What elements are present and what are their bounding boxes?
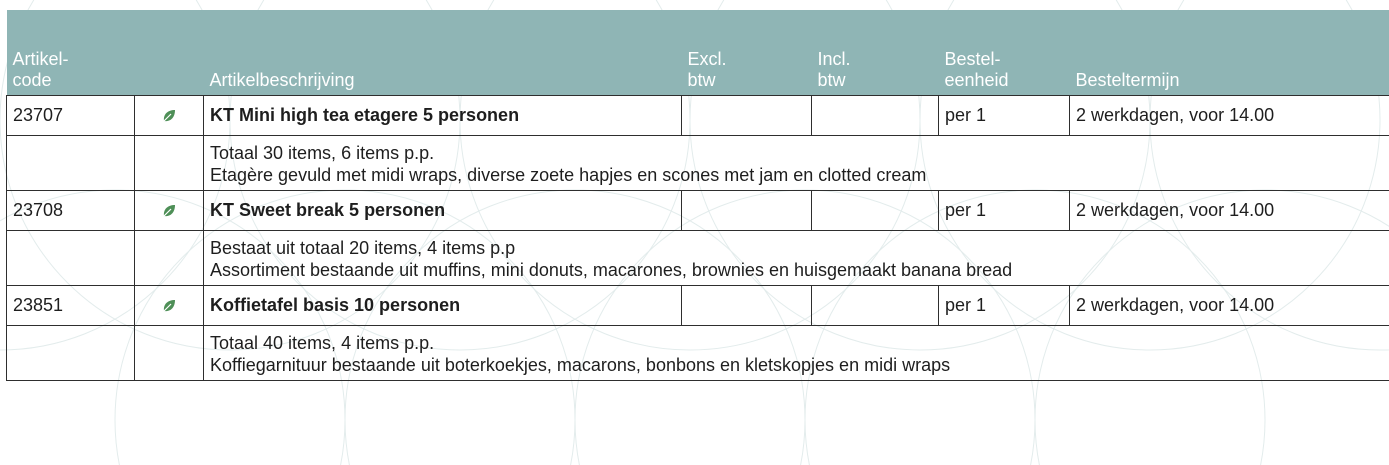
leaf-icon bbox=[161, 108, 177, 124]
empty-cell bbox=[7, 230, 135, 285]
order-unit: per 1 bbox=[939, 190, 1070, 230]
header-excl-vat: Excl. btw bbox=[682, 10, 812, 95]
price-excl-vat bbox=[682, 285, 812, 325]
price-excl-vat bbox=[682, 190, 812, 230]
leaf-icon bbox=[161, 203, 177, 219]
leaf-icon-cell bbox=[135, 95, 204, 135]
table-row bbox=[7, 95, 1389, 135]
article-code: 23707 bbox=[7, 95, 135, 135]
description-row bbox=[7, 325, 1389, 380]
table-row bbox=[7, 190, 1389, 230]
price-incl-vat bbox=[812, 95, 939, 135]
article-code: 23851 bbox=[7, 285, 135, 325]
header-icon-column bbox=[135, 10, 204, 95]
header-article-description: Artikelbeschrijving bbox=[204, 10, 682, 95]
order-unit: per 1 bbox=[939, 285, 1070, 325]
empty-cell bbox=[135, 325, 204, 380]
price-incl-vat bbox=[812, 285, 939, 325]
header-article-code: Artikel- code bbox=[7, 10, 135, 95]
article-description: Totaal 40 items, 4 items p.p. Koffiegarnituur bestaande uit boterkoekjes, macarons, bonbons en kletskopjes en midi wraps bbox=[204, 325, 1389, 380]
price-incl-vat bbox=[812, 190, 939, 230]
description-row bbox=[7, 135, 1389, 190]
empty-cell bbox=[7, 135, 135, 190]
table-header-row bbox=[7, 10, 1389, 95]
table-row bbox=[7, 285, 1389, 325]
header-order-unit: Bestel- eenheid bbox=[939, 10, 1070, 95]
empty-cell bbox=[7, 325, 135, 380]
order-unit: per 1 bbox=[939, 95, 1070, 135]
header-incl-vat: Incl. btw bbox=[812, 10, 939, 95]
article-description: Bestaat uit totaal 20 items, 4 items p.p Assortiment bestaande uit muffins, mini donuts, macarones, brownies en huisgemaakt banana bread bbox=[204, 230, 1389, 285]
order-term: 2 werkdagen, voor 14.00 bbox=[1070, 95, 1389, 135]
leaf-icon bbox=[161, 298, 177, 314]
header-order-term: Besteltermijn bbox=[1070, 10, 1389, 95]
order-term: 2 werkdagen, voor 14.00 bbox=[1070, 190, 1389, 230]
article-code: 23708 bbox=[7, 190, 135, 230]
leaf-icon-cell bbox=[135, 190, 204, 230]
empty-cell bbox=[135, 135, 204, 190]
product-price-table bbox=[6, 10, 1389, 381]
order-term: 2 werkdagen, voor 14.00 bbox=[1070, 285, 1389, 325]
empty-cell bbox=[135, 230, 204, 285]
article-description: Totaal 30 items, 6 items p.p. Etagère gevuld met midi wraps, diverse zoete hapjes en scones met jam en clotted cream bbox=[204, 135, 1389, 190]
leaf-icon-cell bbox=[135, 285, 204, 325]
article-name: KT Mini high tea etagere 5 personen bbox=[204, 95, 682, 135]
description-row bbox=[7, 230, 1389, 285]
article-name: Koffietafel basis 10 personen bbox=[204, 285, 682, 325]
price-excl-vat bbox=[682, 95, 812, 135]
article-name: KT Sweet break 5 personen bbox=[204, 190, 682, 230]
